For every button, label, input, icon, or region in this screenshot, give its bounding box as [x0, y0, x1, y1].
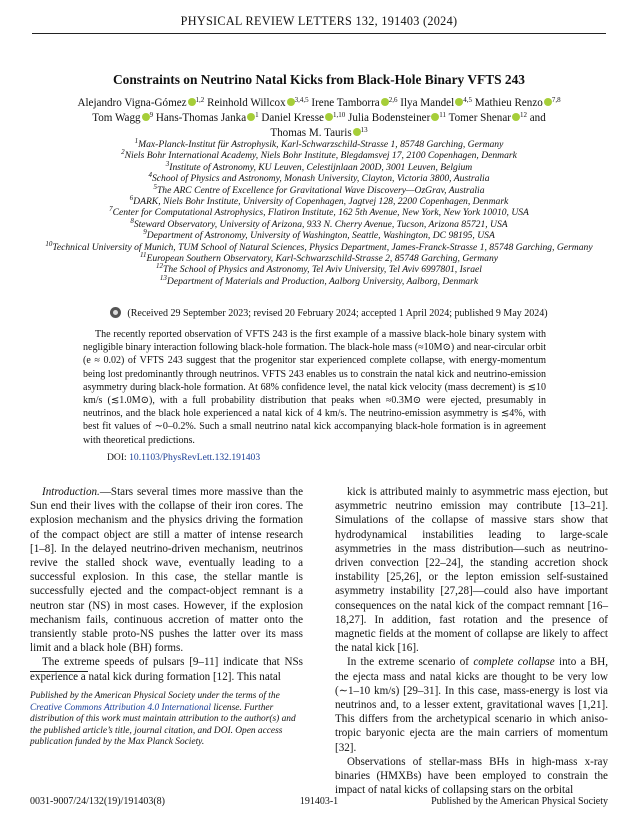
affiliation-list: [40, 139, 598, 287]
affiliation: $^{10}$Technical University of Munich, TUM School of Natural Sciences, Physics Department, James-Franck-Strasse 1, 85748 Garching, Germany: [45, 239, 593, 253]
author-name: Reinhold Willcox $^{3,4,5}$: [207, 96, 309, 109]
author-list: Alejandro Vigna-Gómez $^{1,2}$ Reinhold Willcox $^{3,4,5}$ Irene Tamborra $^{2,6}$ Ilya Mandel $^{4,5}$ Mathieu Renzo $^{7,8}$ Tom Wagg $^9$ Hans-Thomas Janka $^1$ Daniel Kresse $^{1,10}$ Julia Bodensteiner $^{11}$ Tomer Shenar $^{12}$ and Thomas M. Tauris $^{13}$: [77, 96, 561, 140]
pulsar-paragraph: The extreme speeds of pulsars [9–11] indicate that NSs experience a natal kick during formation [12]. This natal: [30, 656, 303, 683]
affiliation: $^4$School of Physics and Astronomy, Monash University, Clayton, Victoria 3800, Australia: [148, 171, 490, 185]
affiliation: $^{11}$European Southern Observatory, Karl-Schwarzschild-Strasse 2, 85748 Garching, Germany: [139, 251, 499, 265]
footnote-rule: [30, 671, 88, 672]
intro-heading: Introduction.: [42, 486, 100, 498]
affiliation: $^9$Department of Astronomy, University of Washington, Seattle, Washington, DC 98195, USA: [143, 228, 495, 242]
cc-license-link[interactable]: Creative Commons Attribution 4.0 International: [30, 702, 211, 713]
author-name: Julia Bodensteiner $^{11}$: [348, 111, 447, 125]
affiliation: $^{12}$The School of Physics and Astronomy, Tel Aviv University, Tel Aviv 6997801, Israel: [156, 262, 482, 276]
author-name: Tomer Shenar $^{12}$: [448, 111, 527, 125]
paper-title: Constraints on Neutrino Natal Kicks from Black-Hole Binary VFTS 243: [112, 72, 526, 87]
orcid-icon[interactable]: [287, 98, 295, 106]
footer-publisher: Published by the American Physical Society: [431, 796, 608, 807]
license-footnote: Published by the American Physical Society under the terms of the Creative Commons Attribution 4.0 International license. Further distribution of this work must maintain attribution to the author(s) and the published article’s title, journal citation, and DOI. Open access publication funded by the Max Planck Society.: [30, 691, 296, 748]
author-name: Tom Wagg $^9$: [92, 111, 154, 125]
affiliation: $^6$DARK, Niels Bohr Institute, University of Copenhagen, Jagtvej 128, 2200 Copenhagen, Denmark: [129, 194, 509, 208]
journal-header: PHYSICAL REVIEW LETTERS 132, 191403 (2024): [32, 14, 606, 34]
orcid-icon[interactable]: [455, 98, 463, 106]
open-access-icon[interactable]: [110, 307, 121, 318]
affiliation: $^7$Center for Computational Astrophysics, Flatiron Institute, 162 5th Avenue, New York, New York 10010, USA: [109, 205, 529, 219]
orcid-icon[interactable]: [247, 113, 255, 121]
orcid-icon[interactable]: [381, 98, 389, 106]
affiliation: $^{13}$Department of Materials and Production, Aalborg University, Aalborg, Denmark: [159, 273, 479, 287]
author-name: Mathieu Renzo $^{7,8}$: [474, 96, 561, 109]
orcid-icon[interactable]: [188, 98, 196, 106]
doi-label: DOI:: [107, 452, 127, 463]
dates-text: (Received 29 September 2023; revised 20 February 2024; accepted 1 April 2024; published 9 May 2024): [127, 308, 548, 319]
left-column: [30, 485, 303, 684]
author-name: Daniel Kresse $^{1,10}$: [261, 111, 346, 125]
abstract: The recently reported observation of VFTS 243 is the first example of a massive black-hole binary system with negligible binary interaction following black-hole formation. The black-hole mass (≈10M⊙) and near-circular orbit (e ≈ 0.02) of VFTS 243 suggest that the progenitor star experienced complete collapse, with energy-momentum being lost predominantly through neutrinos. VFTS 243 enables us to constrain the natal kick and neutrino-emission asymmetry during black-hole formation. At 68% confidence level, the natal kick velocity (mass decrement) is ≲10 km/s (≲1.0M⊙), with a full probability distribution that peaks when ≈0.3M⊙ were ejected, presumably in neutrinos, and the black hole experienced a natal kick of 4 km/s. The neutrino-emission asymmetry is ≲4%, with best fit values of ∼0–0.2%. Such a small neutrino natal kick accompanying black-hole formation is in agreement with theoretical predictions.: [83, 329, 546, 446]
author-name: Ilya Mandel $^{4,5}$: [400, 96, 472, 109]
right-column: [335, 485, 608, 797]
orcid-icon[interactable]: [544, 98, 552, 106]
affiliation: $^5$The ARC Centre of Excellence for Gravitational Wave Discovery—OzGrav, Australia: [153, 182, 485, 196]
doi-line: [107, 452, 260, 463]
author-name: Hans-Thomas Janka $^1$: [155, 111, 259, 125]
orcid-icon[interactable]: [353, 128, 361, 136]
affiliation: $^2$Niels Bohr International Academy, Niels Bohr Institute, Blegdamsvej 17, 2100 Copenhagen, Denmark: [121, 148, 517, 162]
orcid-icon[interactable]: [325, 113, 333, 121]
author-name: Thomas M. Tauris $^{13}$: [270, 126, 368, 140]
orcid-icon[interactable]: [512, 113, 520, 121]
page-number: 191403-1: [299, 796, 339, 807]
kick-paragraph: kick is attributed mainly to asymmetric mass ejection, but asymmetric neutrino emission may contribute [13–21]. Simulations of the collapse of massive stars show that hydrodynamical instabilities leading to large-scale asymmetries in the mass distribution—such as neutrino-driven convection [22–24], the standing accretion shock instability [25,26], or the lepton emission self-sustained asymmetry instability [27,28]—could also have important consequences on the natal kick of the compact remnant [16–18,27]. In addition, fast rotation and the presence of magnetic fields at the moment of collapse are likely to affect the natal kick [16].: [335, 486, 608, 655]
hmxb-paragraph: Observations of stellar-mass BHs in high-mass x-ray binaries (HMXBs) have been employed to constrain the impact of natal kicks of collapsing stars on the orbital: [335, 755, 608, 797]
footer-code: 0031-9007/24/132(19)/191403(8): [30, 796, 165, 807]
affiliation: $^1$Max-Planck-Institut für Astrophysik, Karl-Schwarzschild-Strasse 1, 85748 Garching, Germany: [134, 137, 504, 150]
author-name: Irene Tamborra $^{2,6}$: [311, 96, 398, 109]
doi-link[interactable]: 10.1103/PhysRevLett.132.191403: [129, 452, 261, 463]
affiliation: $^8$Steward Observatory, University of Arizona, 933 N. Cherry Avenue, Tucson, Arizona 85721, USA: [130, 216, 508, 230]
intro-paragraph: Introduction.—Stars several times more massive than the Sun end their lives with the collapse of their iron cores. The explosion mechanism and the physics driving the formation of the compact object are still a matter of intense research [1–8]. In the delayed neutrino-driven mechanism, neutrinos revive the stalled shock wave, eventually leading to a successful explosion. In this case, the stellar mantle is successfully ejected and the compact-object remnant is a neutron star (NS) in most cases. However, if the explosion mechanism fails, continuous accretion of matter onto the transiently stable proto-NS pushes the latter over its mass limit and a black hole (BH) forms.: [30, 486, 303, 655]
author-name: Alejandro Vigna-Gómez $^{1,2}$: [77, 96, 205, 109]
orcid-icon[interactable]: [142, 113, 150, 121]
complete-collapse-paragraph: In the extreme scenario of complete collapse into a BH, the ejecta mass and natal kicks are thought to be very low (∼1–10 km/s) [29–31]. In this case, mass-energy is lost via neutrinos and, to a lesser extent, gravitational waves [1,21]. This differs from the archetypical scenario in which aniso-tropic baryonic ejecta are the main carriers of momentum [32].: [335, 656, 608, 754]
affiliation: $^3$Institute of Astronomy, KU Leuven, Celestijnlaan 200D, 3001 Leuven, Belgium: [165, 159, 473, 173]
publication-dates: [90, 307, 568, 319]
